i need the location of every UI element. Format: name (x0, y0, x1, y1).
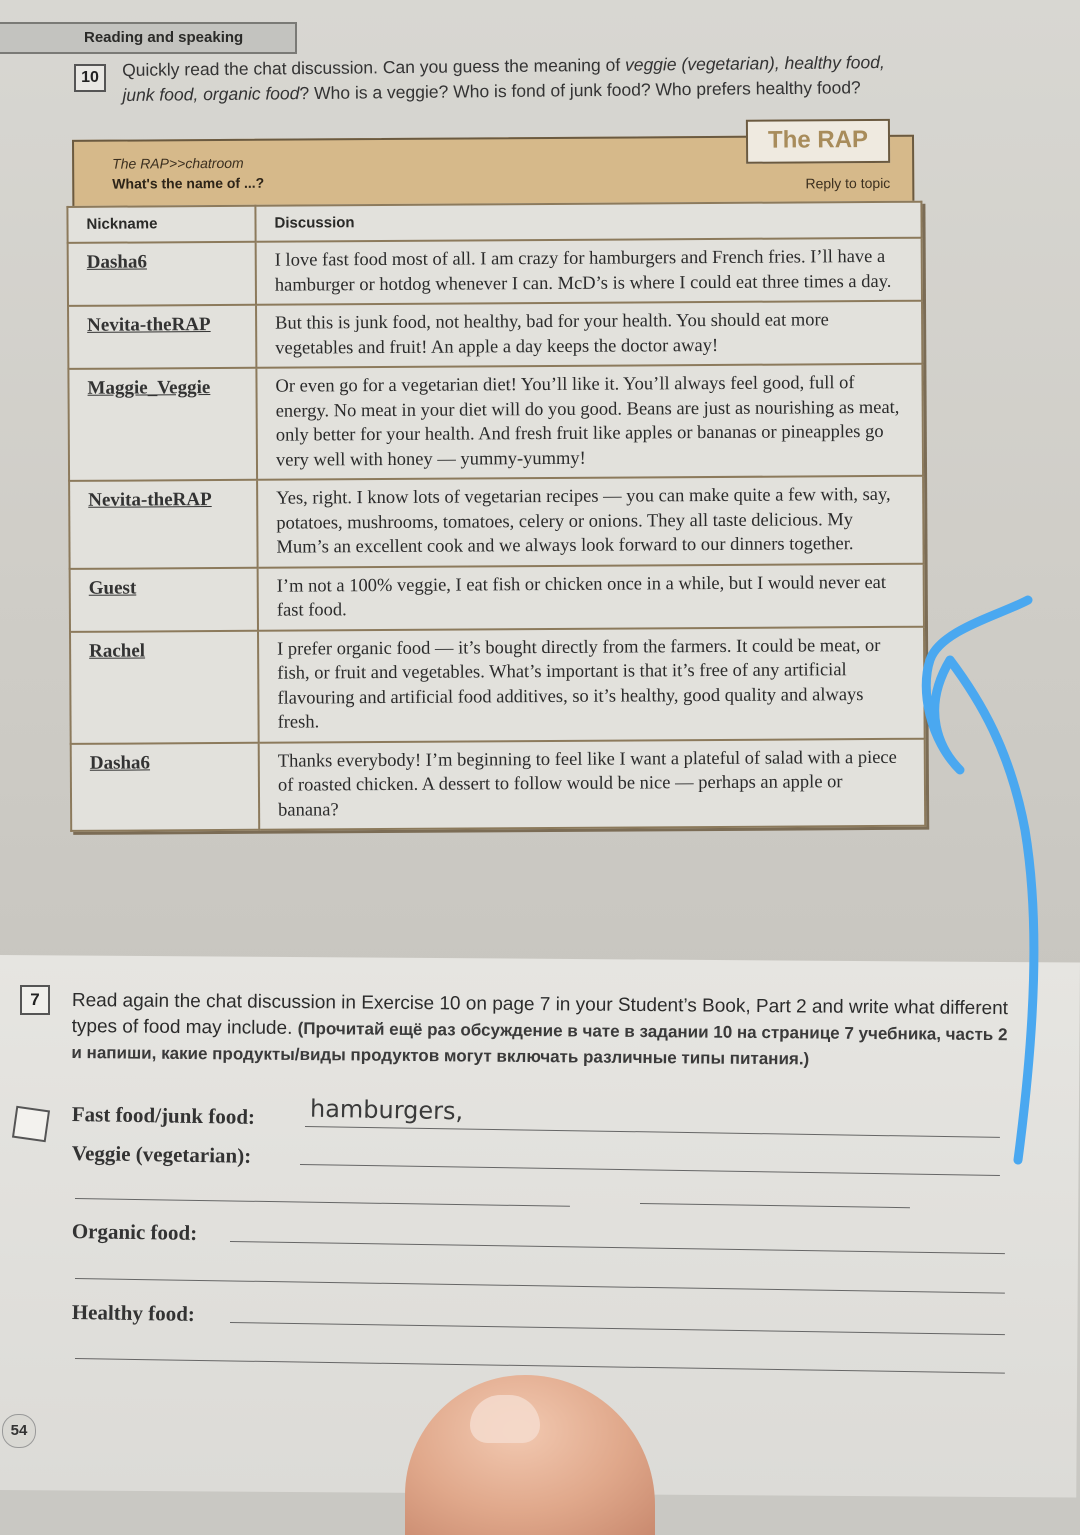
discussion-table (66, 201, 926, 832)
nickname-header: Nickname (67, 206, 255, 243)
instruction-part-1: Quickly read the chat discussion. Can you guess the meaning of (122, 54, 626, 80)
post-text: But this is junk food, not healthy, bad for your health. You should eat more vegetables and fruit! An apple a day keeps the doctor away! (256, 301, 922, 368)
table-row (71, 738, 926, 831)
fast-food-label: Fast food/junk food: (71, 1102, 256, 1129)
exercise-7-instruction (71, 988, 1012, 1074)
chatroom-panel (56, 126, 941, 948)
table-row (68, 301, 922, 369)
blue-arrow-annotation (900, 580, 1050, 1180)
fingernail-image (470, 1395, 540, 1443)
post-text: Yes, right. I know lots of vegetarian recipes — you can make quite a few with, say, potatoes, mushrooms, tomatoes, celery or onions. They all taste delicious. My Mum’s an excellent cook and we always look forward to our dinners together. (257, 476, 924, 568)
post-nickname: Maggie_Veggie (68, 368, 257, 481)
post-nickname: Dasha6 (71, 742, 260, 831)
arrow-stroke (926, 600, 1034, 1160)
reply-to-topic-link: Reply to topic (805, 174, 891, 192)
discussion-header: Discussion (255, 202, 921, 242)
page-number: 54 (2, 1414, 36, 1448)
table-row (70, 626, 925, 743)
table-row (68, 238, 922, 306)
chatroom-breadcrumb: The RAP>>chatroom (112, 154, 244, 172)
section-tab (0, 22, 297, 54)
instruction-russian: (Прочитай ещё раз обсуждение в чате в задании 10 на странице 7 учебника, часть 2 и напиши, какие продукты/виды продуктов могут включать различные типы питания.) (71, 1018, 1008, 1069)
chatroom-topic: What's the name of ...? (112, 174, 265, 192)
fast-food-answer[interactable]: hamburgers, (309, 1094, 464, 1126)
checkbox-icon[interactable] (12, 1106, 50, 1142)
post-nickname: Guest (70, 567, 258, 631)
post-text: I love fast food most of all. I am crazy for hamburgers and French fries. I’ll have a hamburger or hotdog whenever I can. McD’s is where I could eat three times a day. (256, 238, 922, 305)
exercise-7-number: 7 (20, 985, 50, 1015)
post-nickname: Dasha6 (68, 242, 256, 306)
post-text: Thanks everybody! I’m beginning to feel like I want a plateful of salad with a piece of roasted chicken. A dessert to follow would be nice — perhaps an apple or banana? (259, 738, 926, 830)
veggie-label: Veggie (vegetarian): (71, 1141, 252, 1168)
instruction-english: Read again the chat discussion in Exercise 10 on page 7 in your Student’s Book, Part 2 and write what different types of food may include. (71, 989, 1009, 1039)
post-nickname: Rachel (70, 630, 259, 743)
post-text: I’m not a 100% veggie, I eat fish or chicken once in a while, but I would never eat fast food. (258, 563, 924, 630)
post-nickname: Nevita-theRAP (68, 305, 256, 369)
section-title: Reading and speaking (84, 29, 244, 46)
table-row (70, 563, 924, 631)
post-nickname: Nevita-theRAP (69, 480, 258, 569)
instruction-part-2: ? Who is a veggie? Who is fond of junk food? Who prefers healthy food? (299, 77, 861, 104)
post-text: I prefer organic food — it’s bought directly from the farmers. It could be meat, or fish, or fruit and vegetables. What’s important is that it’s free of any artificial flavouring and artificial food additives, so it’s healthy, good quality and always fresh. (258, 626, 925, 742)
instruction-terms: veggie (vegetarian), healthy food, junk food, organic food (122, 52, 885, 105)
healthy-food-label: Healthy food: (71, 1300, 196, 1326)
rap-logo: The RAP (746, 119, 890, 164)
table-header-row (67, 202, 921, 243)
exercise-10-instruction (122, 50, 912, 108)
exercise-10-number: 10 (74, 64, 106, 92)
organic-food-label: Organic food: (71, 1219, 198, 1245)
table-row (69, 476, 924, 569)
post-text: Or even go for a vegetarian diet! You’ll like it. You’ll always feel good, full of energy. No meat in your diet will do you good. Beans are just as nourishing as meat, only better for your health. And fresh fruit like apples or bananas or pineapples go very well with honey — yummy-yummy! (256, 364, 923, 480)
table-row (68, 364, 923, 481)
